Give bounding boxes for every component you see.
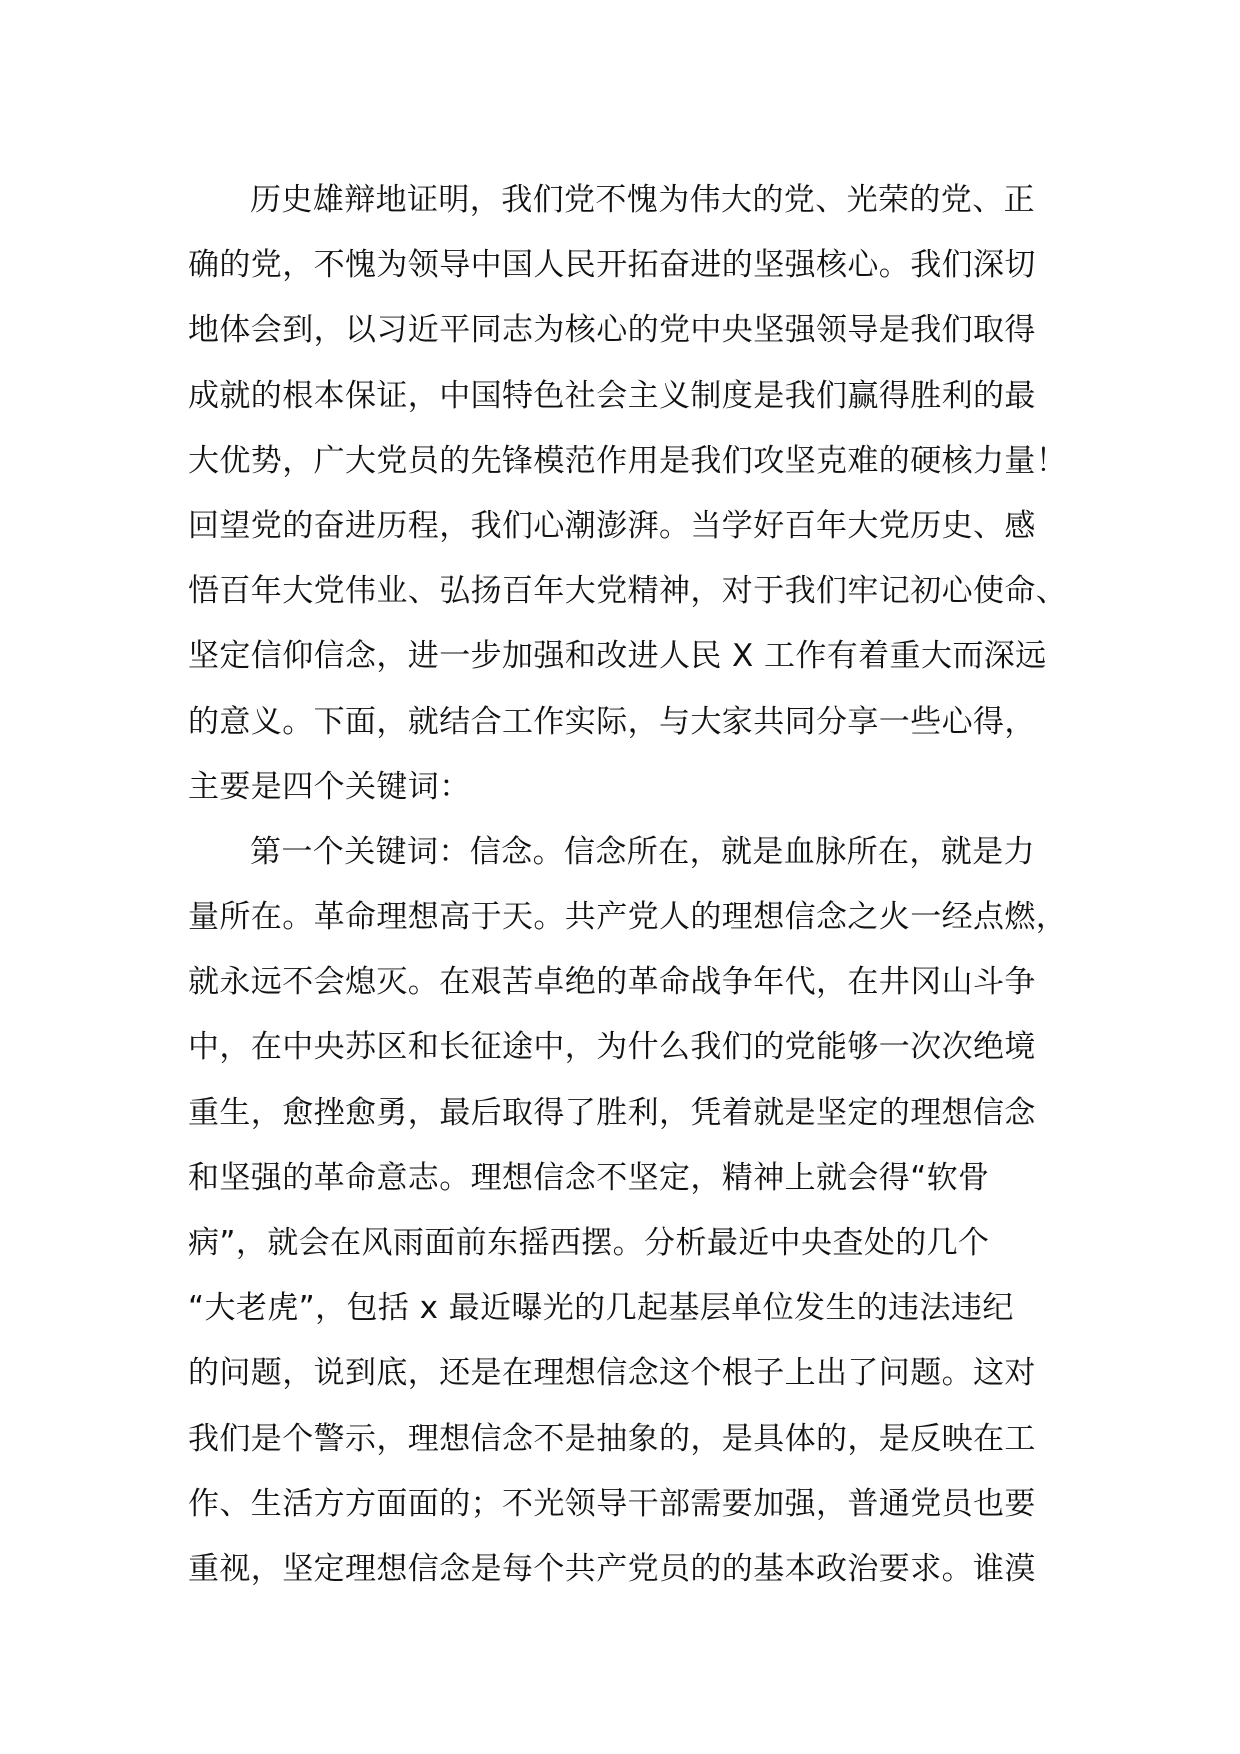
text-line: “大老虎”，包括 x 最近曝光的几起基层单位发生的违法违纪 xyxy=(188,1290,1014,1327)
text-line: 回望党的奋进历程，我们心潮澎湃。当学好百年大党历史、感 xyxy=(188,507,1036,544)
text-line: 中，在中央苏区和长征途中，为什么我们的党能够一次次绝境 xyxy=(188,1029,1036,1066)
paragraph-2 xyxy=(188,820,1088,1602)
paragraph-1 xyxy=(188,168,1088,820)
text-line: 就永远不会熄灭。在艰苦卓绝的革命战争年代，在井冈山斗争 xyxy=(188,964,1036,1001)
text-line: 病”，就会在风雨面前东摇西摆。分析最近中央查处的几个 xyxy=(188,1225,990,1261)
text-line: 的问题，说到底，还是在理想信念这个根子上出了问题。这对 xyxy=(188,1355,1036,1392)
text-line: 第一个关键词：信念。信念所在，就是血脉所在，就是力 xyxy=(250,833,1035,870)
text-line: 我们是个警示，理想信念不是抽象的，是具体的，是反映在工 xyxy=(188,1420,1036,1457)
text-line: 历史雄辩地证明，我们党不愧为伟大的党、光荣的党、正 xyxy=(250,182,1035,218)
text-line: 的意义。下面，就结合工作实际，与大家共同分享一些心得， xyxy=(188,703,1036,740)
text-line: 作、生活方方面面的；不光领导干部需要加强，普通党员也要 xyxy=(188,1485,1036,1522)
text-line: 重视，坚定理想信念是每个共产党员的的基本政治要求。谁漠 xyxy=(188,1550,1036,1587)
body-text xyxy=(188,168,1088,1602)
text-line: 主要是四个关键词： xyxy=(188,768,471,805)
text-line: 量所在。革命理想高于天。共产党人的理想信念之火一经点燃， xyxy=(188,899,1068,936)
text-line: 重生，愈挫愈勇，最后取得了胜利，凭着就是坚定的理想信念 xyxy=(188,1094,1036,1131)
text-line: 大优势，广大党员的先锋模范作用是我们攻坚克难的硬核力量！ xyxy=(188,442,1068,479)
text-line: 确的党，不愧为领导中国人民开拓奋进的坚强核心。我们深切 xyxy=(188,247,1036,284)
text-line: 和坚强的革命意志。理想信念不坚定，精神上就会得“软骨 xyxy=(188,1159,990,1196)
text-line: 坚定信仰信念，进一步加强和改进人民 X 工作有着重大而深远 xyxy=(188,638,1047,675)
text-line: 悟百年大党伟业、弘扬百年大党精神，对于我们牢记初心使命、 xyxy=(188,573,1068,610)
text-line: 地体会到，以习近平同志为核心的党中央坚强领导是我们取得 xyxy=(188,312,1036,349)
text-line: 成就的根本保证，中国特色社会主义制度是我们赢得胜利的最 xyxy=(188,377,1036,414)
